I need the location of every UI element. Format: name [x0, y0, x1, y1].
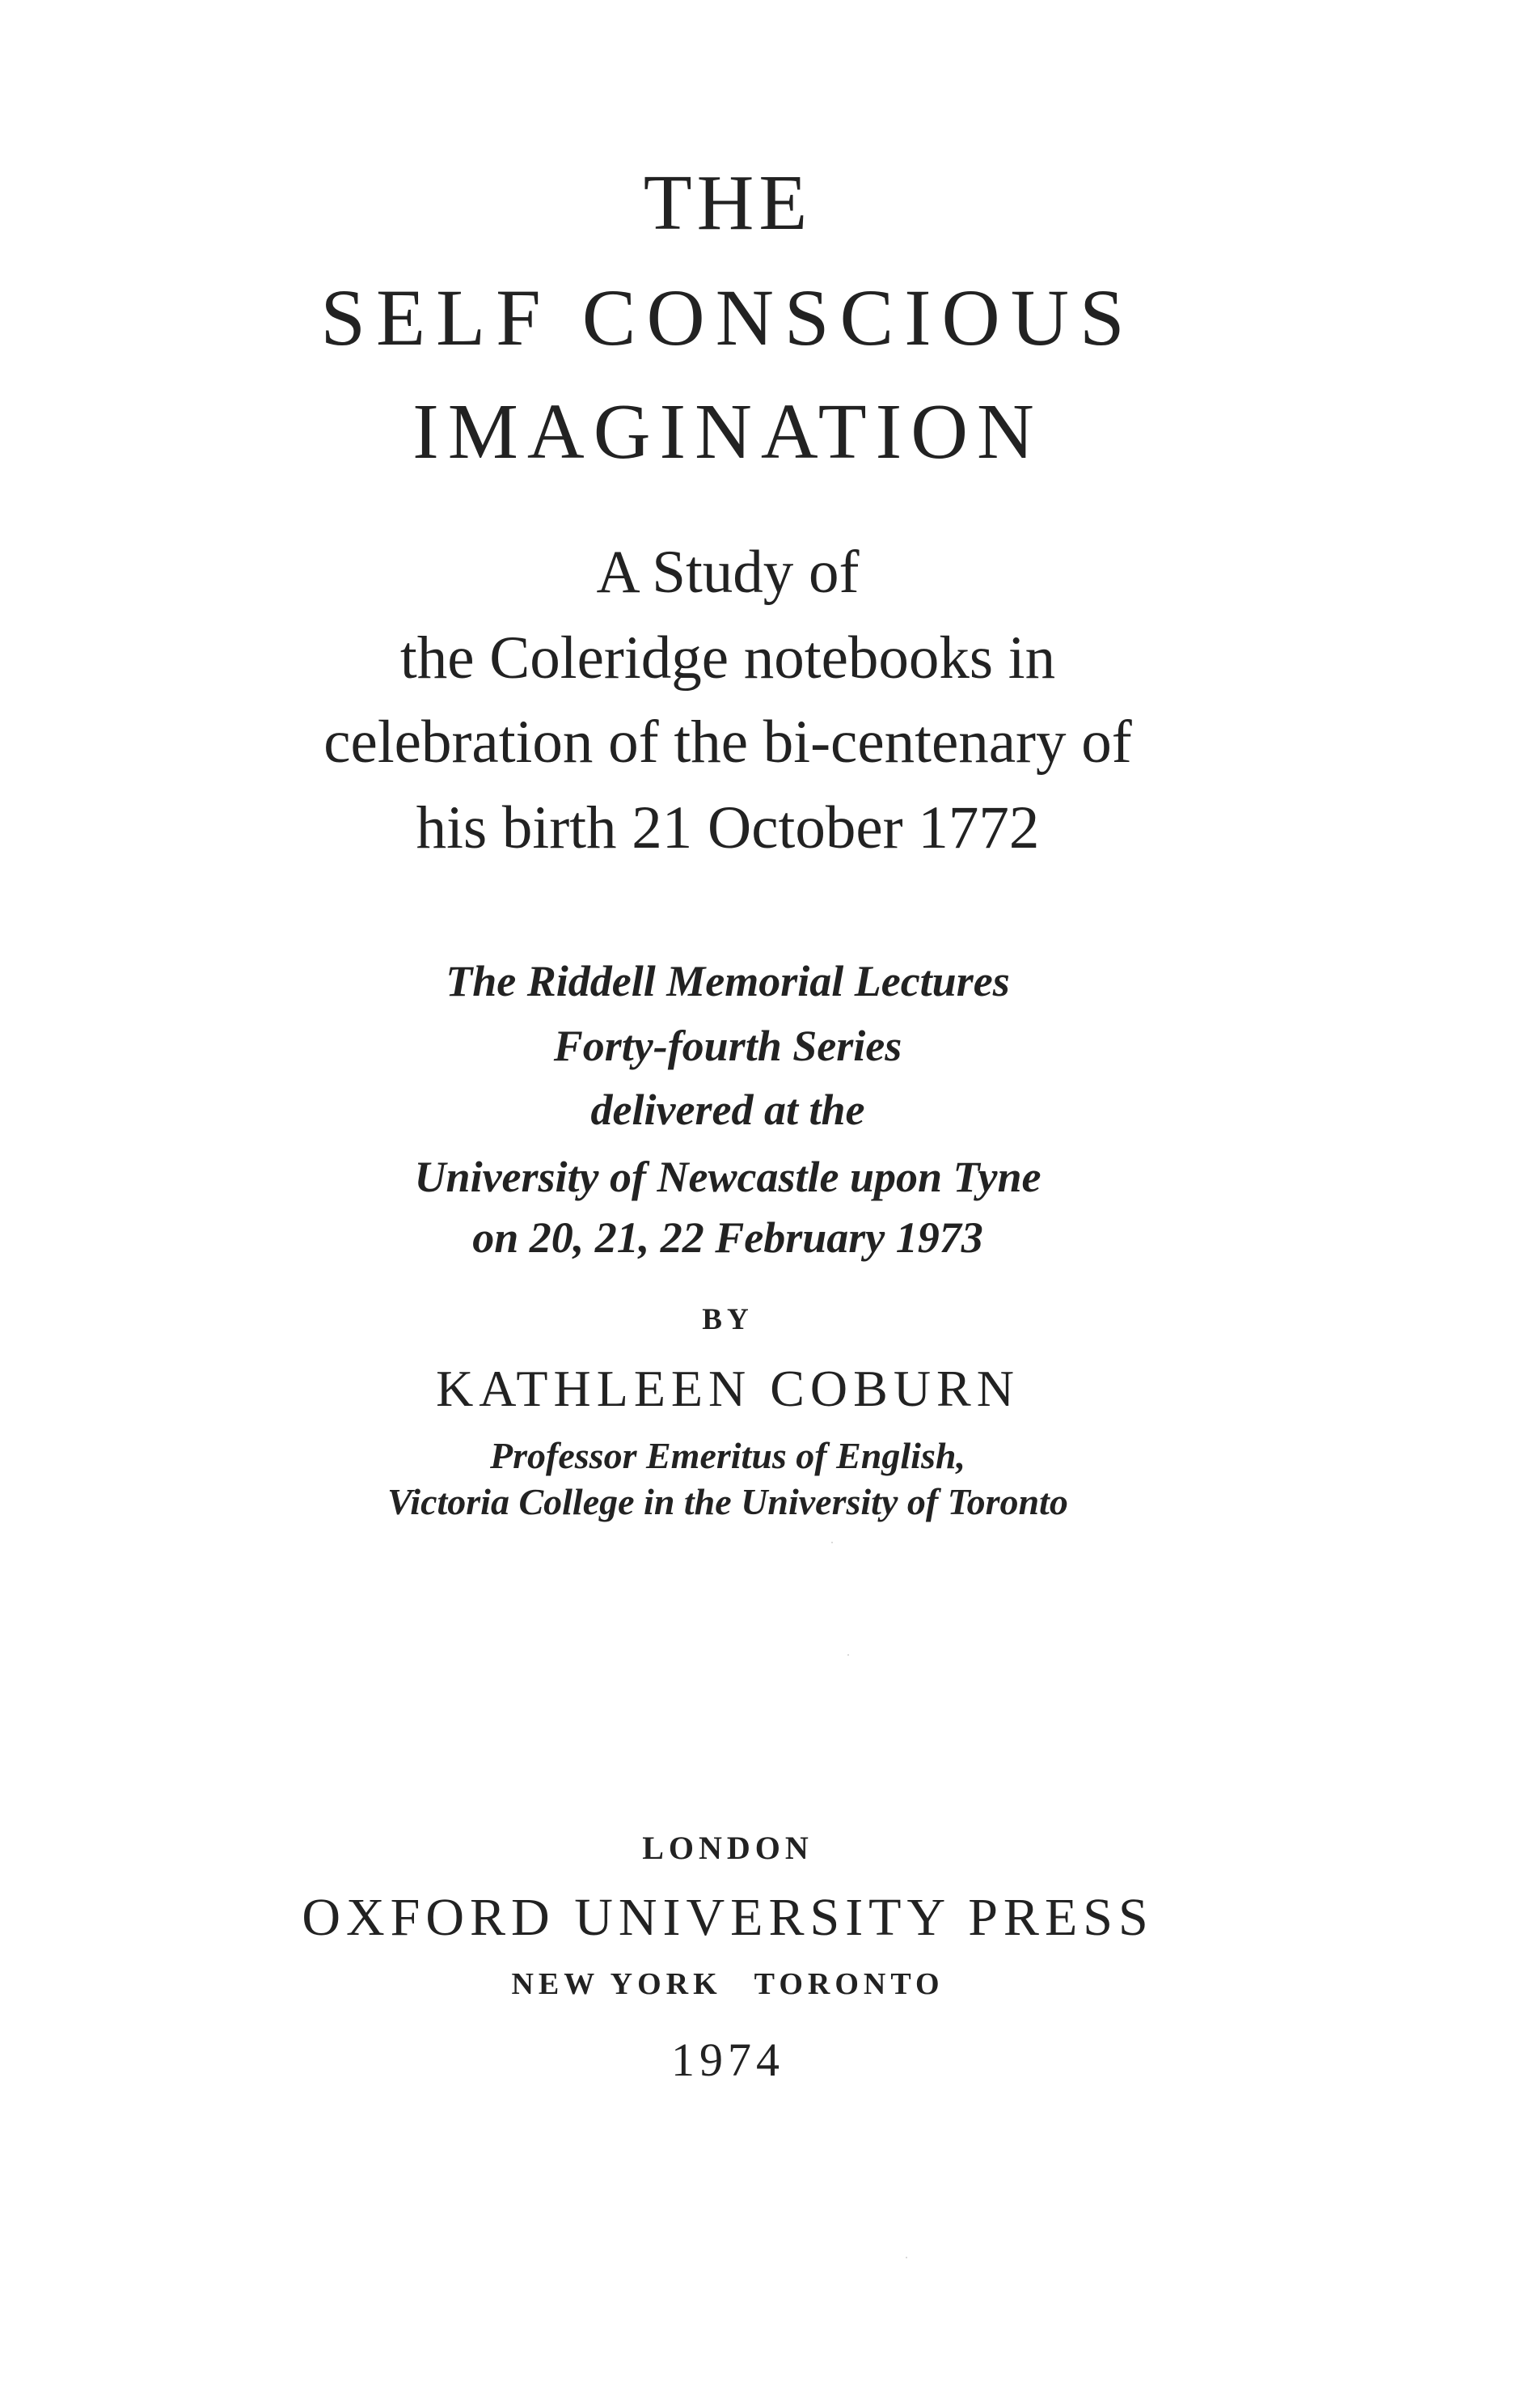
author-affiliation-line-2: Victoria College in the University of Toronto: [387, 1481, 1068, 1522]
scan-speck: [906, 2257, 907, 2258]
title-line-3: IMAGINATION: [412, 388, 1043, 476]
subtitle-line-2: the Coleridge notebooks in: [399, 624, 1056, 692]
title-line-1: THE: [643, 159, 813, 247]
author-name: KATHLEEN COBURN: [436, 1360, 1020, 1417]
scan-speck: [847, 1654, 849, 1656]
title-line-2: SELF CONSCIOUS: [320, 273, 1135, 362]
lecture-series-name: The Riddell Memorial Lectures: [446, 957, 1010, 1005]
lecture-delivered-at: delivered at the: [590, 1086, 865, 1134]
by-label: BY: [702, 1303, 754, 1336]
publisher-city: LONDON: [642, 1830, 813, 1866]
scan-speck: [831, 1542, 833, 1543]
lecture-series-number: Forty-fourth Series: [553, 1022, 902, 1070]
lecture-dates: on 20, 21, 22 February 1973: [472, 1213, 983, 1262]
subtitle-line-4: his birth 21 October 1772: [416, 794, 1040, 861]
publisher-other-cities: [0, 1969, 1456, 2000]
lecture-venue: University of Newcastle upon Tyne: [414, 1153, 1042, 1201]
publisher-city-new-york: NEW YORK: [511, 1967, 722, 2001]
subtitle-line-1: A Study of: [596, 539, 860, 606]
publication-year: 1974: [671, 2033, 784, 2086]
publisher-name: OXFORD UNIVERSITY PRESS: [302, 1888, 1154, 1947]
author-affiliation-line-1: Professor Emeritus of English,: [490, 1435, 965, 1476]
publisher-city-toronto: TORONTO: [754, 1967, 944, 2001]
subtitle-line-3: celebration of the bi-centenary of: [323, 709, 1132, 776]
